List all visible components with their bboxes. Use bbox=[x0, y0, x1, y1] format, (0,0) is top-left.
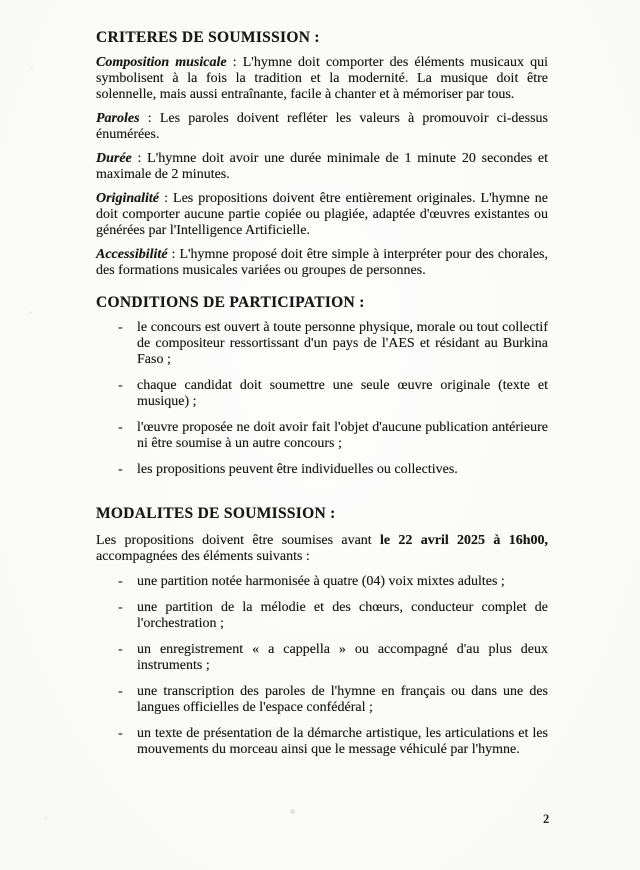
dash-marker: - bbox=[118, 684, 123, 699]
list-item bbox=[96, 600, 548, 632]
conditions-list bbox=[96, 320, 548, 478]
dash-marker: - bbox=[118, 574, 123, 589]
list-item-text: un enregistrement « a cappella » ou accompagné d'au plus deux instruments ; bbox=[137, 642, 548, 673]
list-item bbox=[96, 378, 548, 410]
paragraph-lead: Durée bbox=[96, 151, 132, 166]
list-item-text: le concours est ouvert à toute personne physique, morale ou tout collectif de compositeur ressortissant d'un pays de l'AES et résidant au Burkina Faso ; bbox=[137, 320, 548, 367]
list-item-text: les propositions peuvent être individuelles ou collectives. bbox=[137, 462, 458, 477]
lead-separator: : bbox=[226, 55, 243, 70]
list-item bbox=[96, 642, 548, 674]
paragraph-accessibilite bbox=[96, 247, 548, 279]
paragraph-text: L'hymne proposé doit être simple à interpréter pour des chorales, des formations musicales variées ou groupes de personnes. bbox=[96, 247, 548, 278]
intro-text-after: accompagnées des éléments suivants : bbox=[96, 549, 310, 564]
list-item bbox=[96, 462, 548, 478]
list-item-text: une partition de la mélodie et des chœurs, conducteur complet de l'orchestration ; bbox=[137, 600, 548, 631]
deadline-date: le 22 avril 2025 à 16h00, bbox=[380, 533, 548, 548]
page-number: 2 bbox=[543, 812, 550, 826]
paragraph-text: L'hymne doit avoir une durée minimale de 1 minute 20 secondes et maximale de 2 minutes. bbox=[96, 151, 549, 182]
dash-marker: - bbox=[118, 600, 123, 615]
paragraph-lead: Paroles bbox=[96, 111, 140, 126]
list-item-text: un texte de présentation de la démarche artistique, les articulations et les mouvements du morceau ainsi que le message véhiculé par l'hymne. bbox=[137, 726, 548, 757]
dash-marker: - bbox=[118, 420, 123, 435]
paragraph-lead: Accessibilité bbox=[96, 247, 168, 262]
scan-artifact bbox=[44, 816, 48, 820]
paragraph-lead: Composition musicale bbox=[96, 55, 227, 70]
list-item-text: chaque candidat doit soumettre une seule œuvre originale (texte et musique) ; bbox=[137, 378, 548, 409]
paragraph-paroles bbox=[96, 111, 548, 143]
lead-separator: : bbox=[159, 191, 174, 206]
dash-marker: - bbox=[118, 378, 123, 393]
dash-marker: - bbox=[118, 320, 123, 335]
list-item-text: une partition notée harmonisée à quatre (04) voix mixtes adultes ; bbox=[137, 574, 505, 589]
paragraph-lead: Originalité bbox=[96, 191, 160, 206]
document-content bbox=[96, 30, 548, 768]
paragraph-text: Les paroles doivent refléter les valeurs à promouvoir ci-dessus énumérées. bbox=[96, 111, 548, 142]
heading-conditions: CONDITIONS DE PARTICIPATION : bbox=[96, 294, 365, 311]
lead-separator: : bbox=[131, 151, 148, 166]
heading-criteres: CRITERES DE SOUMISSION : bbox=[96, 29, 320, 46]
dash-marker: - bbox=[118, 726, 123, 741]
paragraph-text: Les propositions doivent être entièrement originales. L'hymne ne doit comporter aucune partie copiée ou plagiée, adaptée d'œuvres existantes ou générées par l'Intelligence Artificielle. bbox=[96, 191, 549, 238]
dash-marker: - bbox=[118, 462, 123, 477]
lead-separator: : bbox=[139, 111, 160, 126]
paragraph-duree bbox=[96, 151, 548, 183]
paragraph-composition bbox=[96, 55, 548, 103]
list-item bbox=[96, 684, 548, 716]
intro-text-before: Les propositions doivent être soumises avant bbox=[96, 533, 380, 548]
scan-artifact bbox=[290, 809, 295, 814]
paragraph-modalites-intro bbox=[96, 533, 548, 565]
list-item bbox=[96, 320, 548, 368]
dash-marker: - bbox=[118, 642, 123, 657]
list-item-text: une transcription des paroles de l'hymne en français ou dans une des langues officielles de l'espace confédéral ; bbox=[137, 684, 548, 715]
list-item bbox=[96, 574, 548, 590]
lead-separator: : bbox=[167, 247, 180, 262]
list-item bbox=[96, 726, 548, 758]
scan-artifact bbox=[30, 66, 33, 69]
paragraph-text: L'hymne doit comporter des éléments musicaux qui symbolisent à la fois la tradition et la modernité. La musique doit être solennelle, mais aussi entraînante, facile à chanter et à mémoriser par tous. bbox=[96, 55, 548, 102]
list-item bbox=[96, 420, 548, 452]
heading-modalites: MODALITES DE SOUMISSION : bbox=[96, 505, 336, 522]
paragraph-originalite bbox=[96, 191, 548, 239]
scan-artifact bbox=[29, 311, 32, 314]
modalites-list bbox=[96, 574, 548, 758]
list-item-text: l'œuvre proposée ne doit avoir fait l'objet d'aucune publication antérieure ni être soumise à un autre concours ; bbox=[137, 420, 548, 451]
